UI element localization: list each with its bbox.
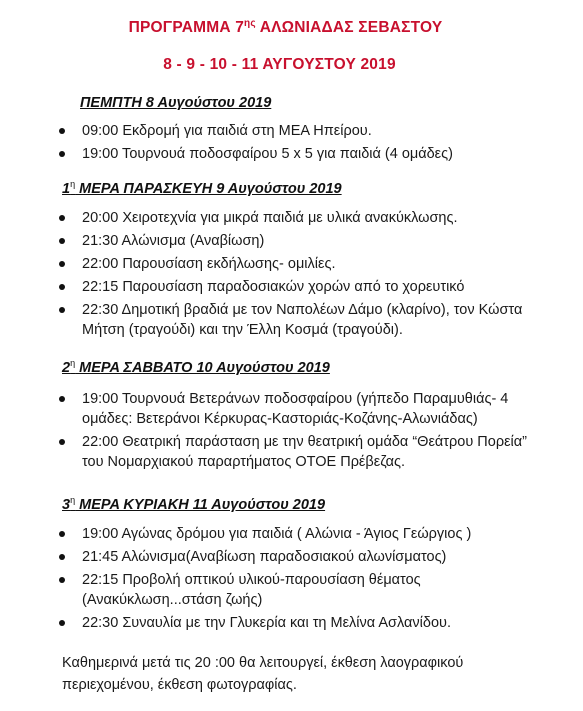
list-item — [62, 389, 552, 429]
day-items-thursday — [62, 121, 552, 167]
list-item-text: 19:00 Αγώνας δρόμου για παιδιά ( Αλώνια - Άγιος Γεώργιος ) — [82, 526, 472, 542]
bullet-icon — [59, 215, 65, 221]
list-item-text: 21:45 Αλώνισμα(Αναβίωση παραδοσιακού αλωνίσματος) — [82, 549, 447, 565]
day-items-saturday — [62, 389, 552, 475]
list-item-text: 22:00 Θεατρική παράσταση με την θεατρική ομάδα “Θεάτρου Πορεία” του Νομαρχιακού παραρτήματος ΟΤΟΕ Πρέβεζας. — [82, 434, 527, 470]
bullet-icon — [59, 554, 65, 560]
day-heading-thursday — [80, 95, 271, 111]
day-heading-saturday — [62, 358, 330, 376]
list-item — [62, 524, 552, 544]
list-item — [62, 613, 552, 633]
list-item-text: 21:30 Αλώνισμα (Αναβίωση) — [82, 233, 265, 249]
bullet-icon — [59, 531, 65, 537]
list-item — [62, 121, 552, 141]
day-heading-text: ΜΕΡΑ ΚΥΡΙΑΚΗ 11 Αυγούστου 2019 — [75, 496, 326, 513]
day-heading-text: ΠΕΜΠΤΗ 8 Αυγούστου 2019 — [80, 95, 272, 111]
day-ordinal: 3 — [62, 496, 71, 513]
list-item-text: 20:00 Χειροτεχνία για μικρά παιδιά με υλικά ανακύκλωσης. — [82, 210, 458, 226]
list-item-text: 22:15 Παρουσίαση παραδοσιακών χορών από το χορευτικό — [82, 279, 465, 295]
bullet-icon — [59, 307, 65, 313]
day-heading-friday — [62, 179, 342, 197]
list-item-text: 22:15 Προβολή οπτικού υλικού-παρουσίαση θέματος (Ανακύκλωση...στάση ζωής) — [82, 572, 421, 608]
title-suffix: ΑΛΩΝΙΑΔΑΣ ΣΕΒΑΣΤΟΥ — [255, 19, 443, 37]
bullet-icon — [59, 396, 65, 402]
day-heading-text: ΜΕΡΑ ΠΑΡΑΣΚΕΥΗ 9 Αυγούστου 2019 — [75, 180, 342, 197]
bullet-icon — [59, 151, 65, 157]
day-ordinal-sup: η — [70, 358, 76, 368]
list-item-text: 22:30 Συναυλία με την Γλυκερία και τη Μελίνα Ασλανίδου. — [82, 615, 451, 631]
list-item-text: 09:00 Εκδρομή για παιδιά στη ΜΕΑ Ηπείρου. — [82, 123, 372, 139]
day-ordinal-sup: η — [70, 179, 76, 189]
list-item — [62, 254, 552, 274]
day-items-friday — [62, 208, 552, 343]
list-item — [62, 547, 552, 567]
list-item — [62, 231, 552, 251]
list-item — [62, 570, 552, 610]
list-item — [62, 277, 552, 297]
day-items-sunday — [62, 524, 552, 636]
list-item — [62, 208, 552, 228]
bullet-icon — [59, 577, 65, 583]
list-item-text: 22:30 Δημοτική βραδιά με τον Ναπολέων Δάμο (κλαρίνο), τον Κώστα Μήτση (τραγούδι) και την Έλλη Κοσμά (τραγούδι). — [82, 302, 523, 338]
program-title — [0, 18, 577, 37]
bullet-icon — [59, 261, 65, 267]
list-item-text: 19:00 Τουρνουά Βετεράνων ποδοσφαίρου (γήπεδο Παραμυθιάς- 4 ομάδες: Βετεράνοι Κέρκυρας-Καστοριάς-Κοζάνης-Αλωνιάδας) — [82, 391, 509, 427]
list-item-text: 22:00 Παρουσίαση εκδήλωσης- ομιλίες. — [82, 256, 336, 272]
program-dates: 8 - 9 - 10 - 11 ΑΥΓΟΥΣΤΟΥ 2019 — [163, 56, 396, 73]
day-ordinal: 1 — [62, 180, 71, 197]
footer-note: Καθημερινά μετά τις 20 :00 θα λειτουργεί, έκθεση λαογραφικού περιεχομένου, έκθεση φωτογραφίας. — [62, 655, 464, 693]
day-heading-sunday — [62, 495, 325, 513]
day-ordinal: 2 — [62, 359, 71, 376]
list-item — [62, 300, 552, 340]
bullet-icon — [59, 128, 65, 134]
day-heading-text: ΜΕΡΑ ΣΑΒΒΑΤΟ 10 Αυγούστου 2019 — [75, 359, 330, 376]
list-item-text: 19:00 Τουρνουά ποδοσφαίρου 5 x 5 για παιδιά (4 ομάδες) — [82, 146, 453, 162]
day-ordinal-sup: η — [70, 495, 76, 505]
title-prefix: ΠΡΟΓΡΑΜΜΑ 7 — [128, 19, 245, 37]
bullet-icon — [59, 284, 65, 290]
bullet-icon — [59, 439, 65, 445]
list-item — [62, 432, 552, 472]
title-superscript: ης — [244, 18, 256, 29]
bullet-icon — [59, 238, 65, 244]
list-item — [62, 144, 552, 164]
bullet-icon — [59, 620, 65, 626]
